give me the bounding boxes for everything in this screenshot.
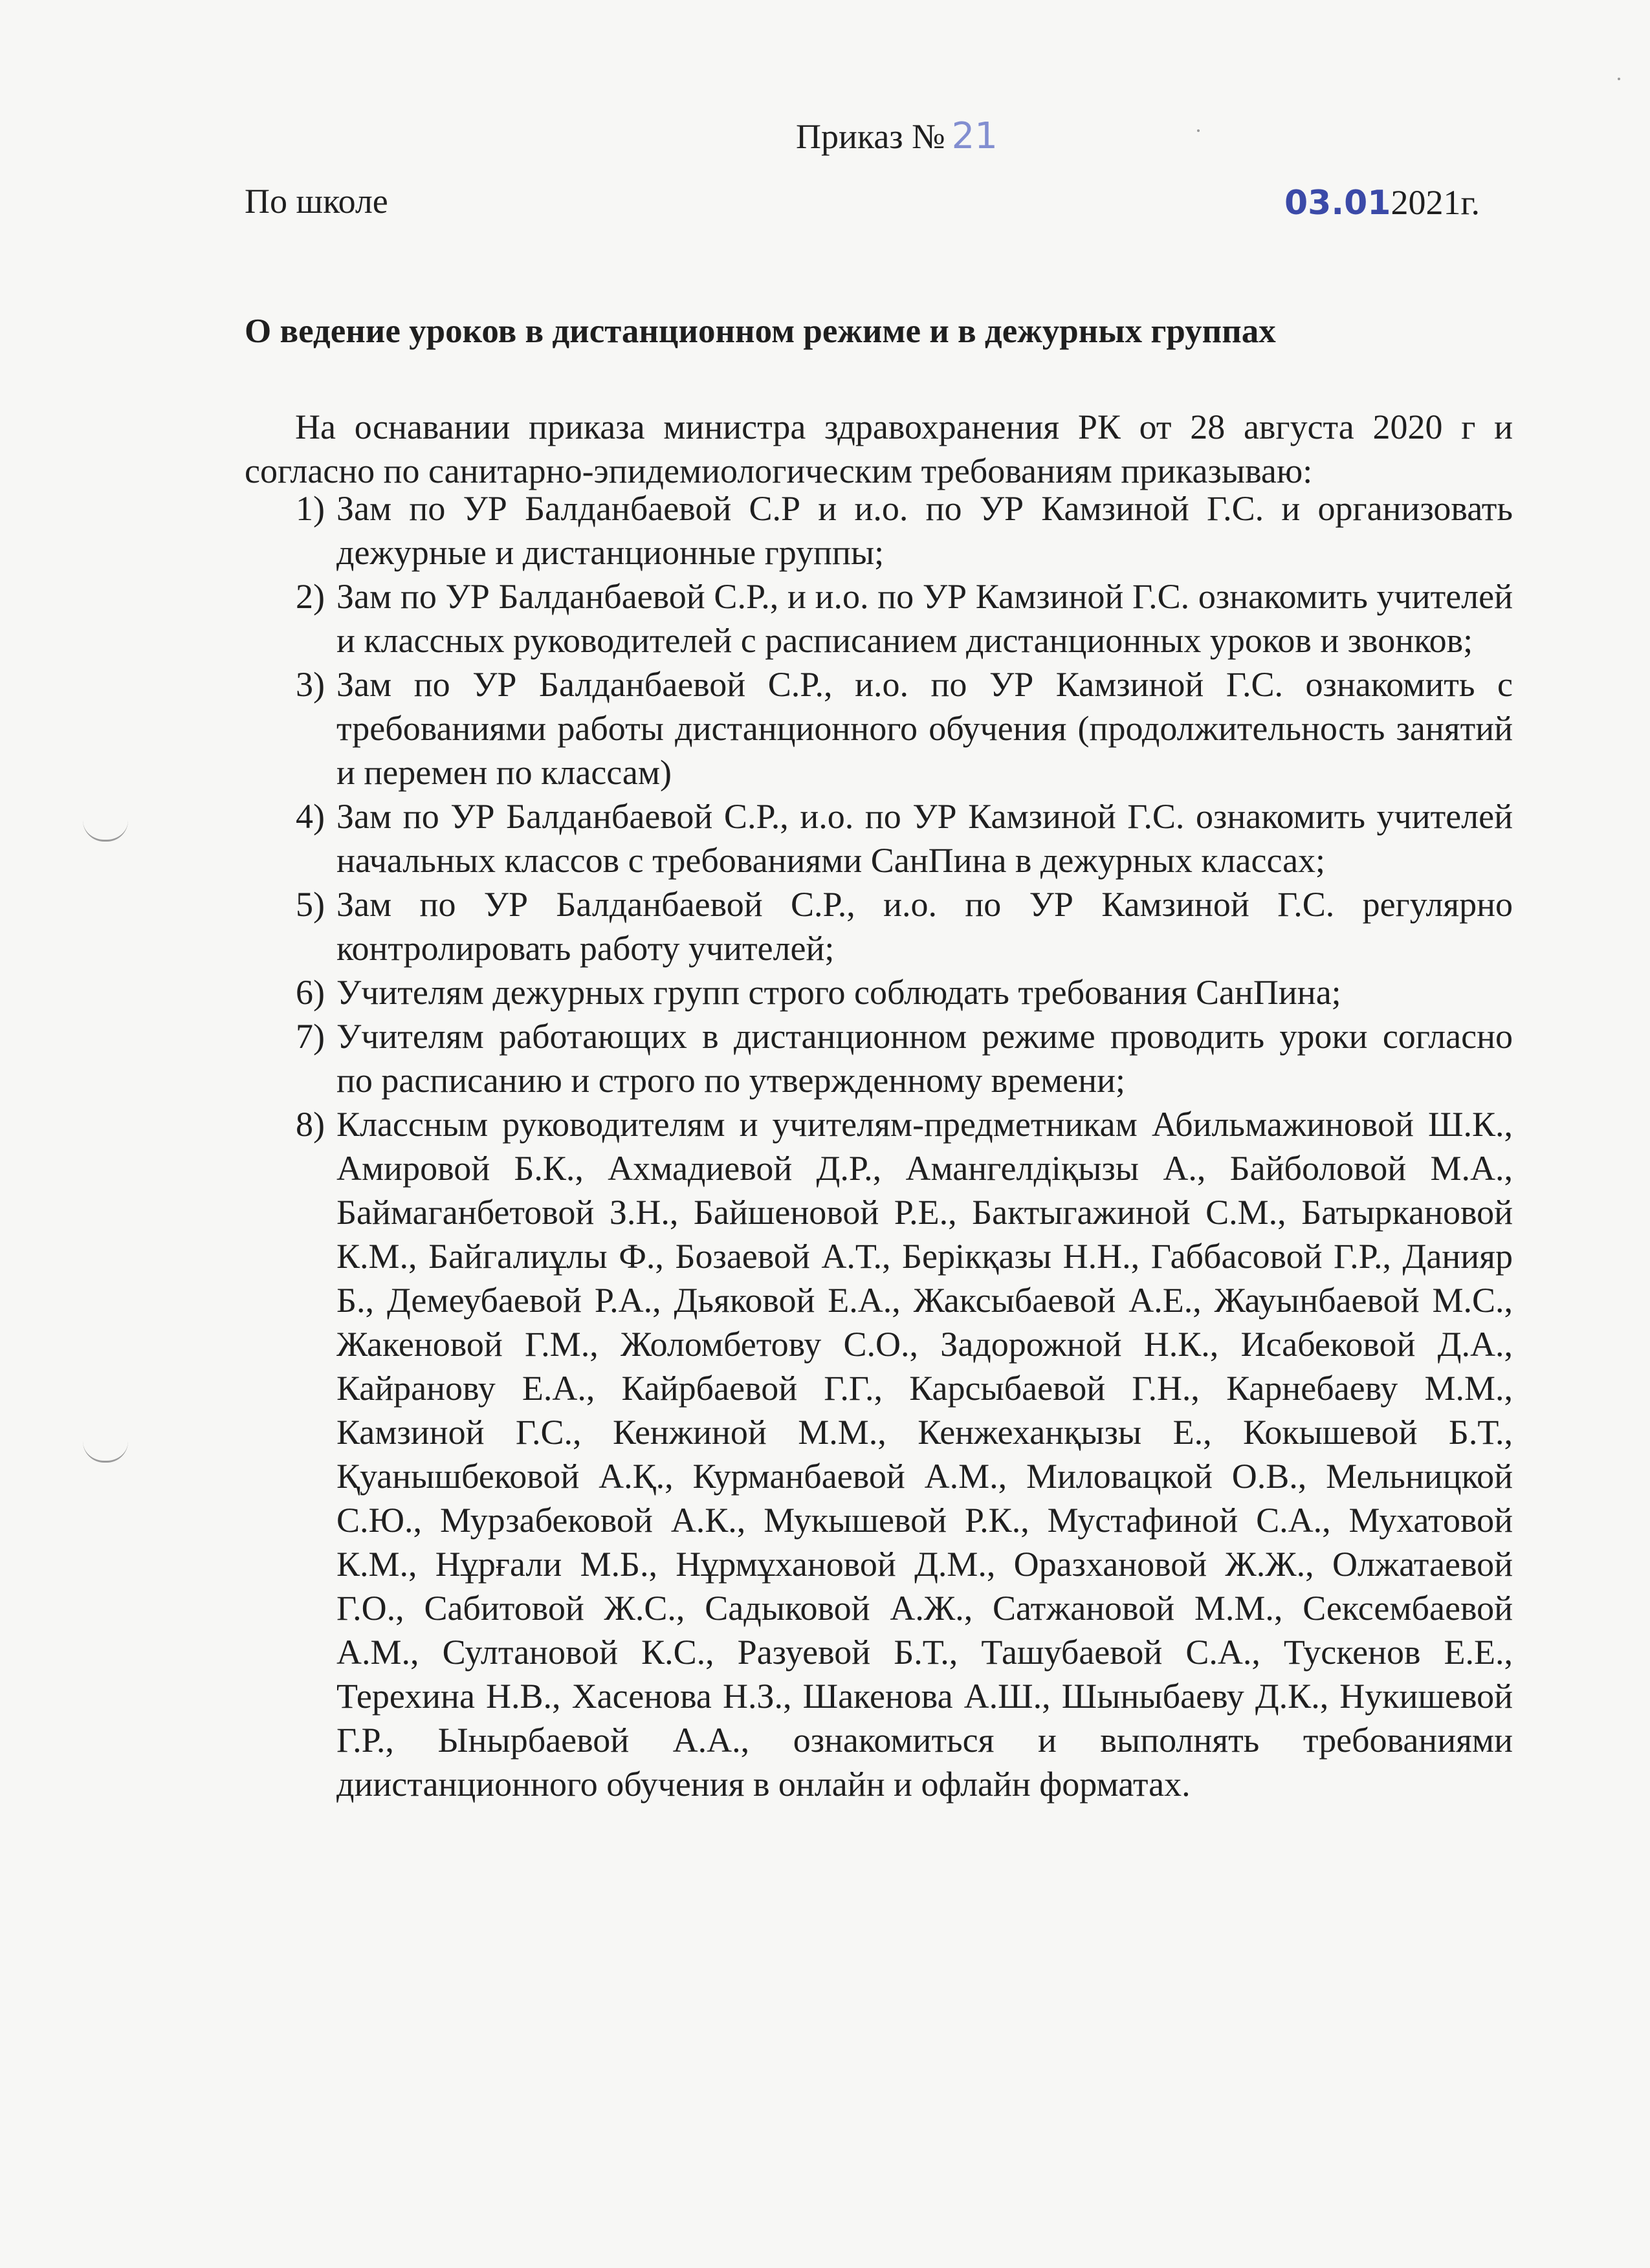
item-text: Классным руководителям и учителям-предметникам Абильмажиновой Ш.К., Амировой Б.К., Ахмадиевой Д.Р., Амангелдіқызы А., Байболовой М.А., Баймаганбетовой З.Н., Байшеновой Р.Е., Бактыгажиной С.М., Батыркановой К.М., Байгалиұлы Ф., Бозаевой А.Т., Берікқазы Н.Н., Габбасовой Г.Р., Данияр Б., Демеубаевой Р.А., Дьяковой Е.А., Жаксыбаевой А.Е., Жауынбаевой М.С., Жакеновой Г.М., Жоломбетову С.О., Задорожной Н.К., Исабековой Д.А., Кайранову Е.А., Кайрбаевой Г.Г., Карсыбаевой Г.Н., Карнебаеву М.М., Камзиной Г.С., Кенжиной М.М., Кенжеханқызы Е., Кокышевой Б.Т., Қуанышбековой А.Қ., Курманбаевой А.М., Миловацкой О.В., Мельницкой С.Ю., Мурзабековой А.К., Мукышевой Р.К., Мустафиной С.А., Мухатовой К.М., Нұрғали М.Б., Нұрмұхановой Д.М., Оразхановой Ж.Ж., Олжатаевой Г.О., Сабитовой Ж.С., Садыковой А.Ж., Сатжановой М.М., Сексембаевой А.М., Султановой К.С., Разуевой Б.Т., Ташубаевой С.А., Тускенов Е.Е., Терехина Н.В., Хасенова Н.З., Шакенова А.Ш., Шыныбаеву Д.К., Нукишевой Г.Р., Ынырбаевой А.А., ознакомиться и выполнять требованиями диистанционного обучения в онлайн и офлайн форматах. [336, 1105, 1513, 1804]
intro-paragraph: На оснавании приказа министра здравохранения РК от 28 августа 2020 г и согласно по санитарно-эпидемиологическим требованиям приказываю: [245, 408, 1513, 490]
order-items-list [245, 486, 1513, 1806]
item-text: Учителям работающих в дистанционном режиме проводить уроки согласно по расписанию и строго по утвержденному времени; [336, 1017, 1513, 1100]
list-item [245, 794, 1513, 882]
punch-hole-mark [83, 820, 128, 842]
date-year: 2021г. [1391, 183, 1480, 222]
order-label: Приказ № [796, 117, 945, 156]
order-date [1284, 182, 1480, 223]
item-number: 8) [296, 1105, 325, 1144]
item-text: Зам по УР Балданбаевой С.Р., и.о. по УР Камзиной Г.С. ознакомить учителей начальных классов с требованиями СанПина в дежурных классах; [336, 797, 1513, 880]
list-item [245, 882, 1513, 970]
item-number: 4) [296, 797, 325, 836]
list-item [245, 662, 1513, 794]
punch-hole-mark [83, 1441, 128, 1463]
item-text: Зам по УР Балданбаевой С.Р., и и.о. по УР Камзиной Г.С. ознакомить учителей и классных руководителей с расписанием дистанционных уроков и звонков; [336, 577, 1513, 660]
item-number: 5) [296, 885, 325, 924]
item-text: Зам по УР Балданбаевой С.Р и и.о. по УР Камзиной Г.С. и организовать дежурные и дистанционные группы; [336, 489, 1513, 572]
order-subject: О ведение уроков в дистанционном режиме и в дежурных группах [245, 312, 1276, 350]
list-item [245, 970, 1513, 1014]
order-heading [796, 115, 998, 157]
list-item [245, 574, 1513, 662]
item-number: 2) [296, 577, 325, 616]
scan-speck [1197, 129, 1200, 132]
scan-speck [1618, 78, 1620, 80]
list-item [245, 1014, 1513, 1102]
item-number: 7) [296, 1017, 325, 1056]
date-handwritten: 03.01 [1284, 184, 1391, 223]
list-item [245, 486, 1513, 574]
item-text: Зам по УР Балданбаевой С.Р., и.о. по УР Камзиной Г.С. регулярно контролировать работу учителей; [336, 885, 1513, 968]
item-number: 3) [296, 665, 325, 704]
school-label: По школе [245, 182, 388, 221]
order-number-handwritten: 21 [951, 115, 998, 157]
item-text: Учителям дежурных групп строго соблюдать требования СанПина; [336, 973, 1341, 1012]
list-item [245, 1102, 1513, 1806]
item-text: Зам по УР Балданбаевой С.Р., и.о. по УР Камзиной Г.С. ознакомить с требованиями работы дистанционного обучения (продолжительность занятий и перемен по классам) [336, 665, 1513, 792]
item-number: 1) [296, 489, 325, 528]
item-number: 6) [296, 973, 325, 1012]
